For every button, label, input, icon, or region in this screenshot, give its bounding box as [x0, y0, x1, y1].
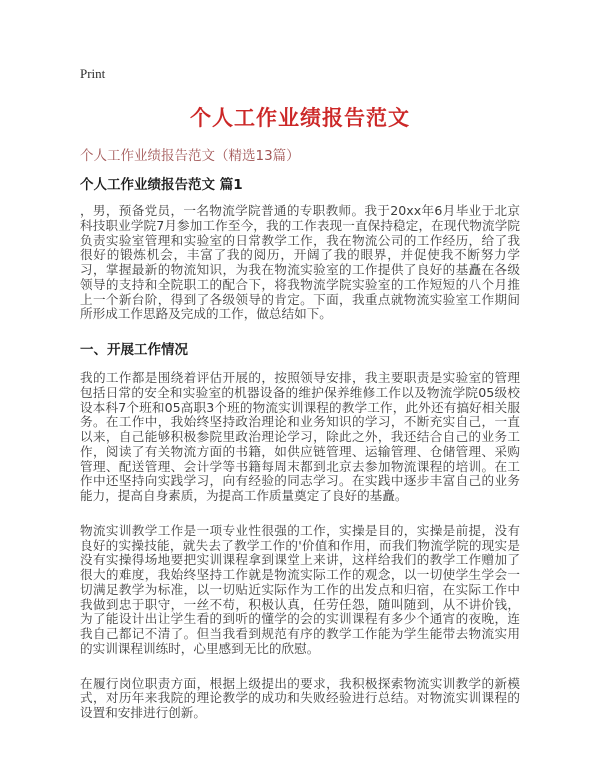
- paragraph-duty: 在履行岗位职责方面，根据上级提出的要求，我积极探索物流实训教学的新模式，对历年来我院的理论教学的成功和失败经验进行总结。对物流实训课程的设置和安排进行创新。: [80, 675, 520, 720]
- page-title: 个人工作业绩报告范文: [190, 106, 410, 130]
- print-link[interactable]: Print: [80, 66, 106, 81]
- section1-heading: 一、开展工作情况: [80, 342, 188, 358]
- document-subtitle: 个人工作业绩报告范文（精选13篇）: [80, 148, 300, 164]
- paragraph-work-overview: 我的工作都是围绕着评估开展的，按照领导安排，我主要职责是实验室的管理包括日常的安全和实验室的机器设备的维护保养维修工作以及物流学院05级校设本科7个班和05高职3个班的物流实训课程的教学工作，此外还有搞好相关服务。在工作中，我始终坚持政治理论和业务知识的学习，不断充实自己，一直以来，自己能够积极参院里政治理论学习，除此之外，我还结合自己的业务工作，阅读了有关物流方面的书籍，如供应链管理、运输管理、仓储管理、采购管理、配送管理、会计学等书籍每周末都到北京去参加物流课程的培训。在工作中还坚持向实践学习，向有经验的同志学习。在实践中逐步丰富自己的业务能力，提高自身素质，为提高工作质量奠定了良好的基矗。: [80, 370, 520, 503]
- paragraph-intro: ，男，预备党员，一名物流学院普通的专职教师。我于20xx年6月毕业于北京科技职业学院7月参加工作至今，我的工作表现一直保持稳定，在现代物流学院负责实验室管理和实验室的日常教学工作，我在物流公司的工作经历，给了我很好的锻炼机会，丰富了我的阅历，开阔了我的眼界，并促使我不断努力学习，掌握最新的物流知识，为我在物流实验室的工作提供了良好的基矗在各级领导的支持和全院职工的配合下，将我物流学院实验室的工作短短的八个月推上一个新台阶，得到了各级领导的肯定。下面，我重点就物流实验室工作期间所形成工作思路及完成的工作，做总结如下。: [80, 203, 520, 322]
- paragraph-training-teaching: 物流实训教学工作是一项专业性很强的工作，实操是目的，实操是前提，没有良好的实操技能，就失去了教学工作的'价值和作用，而我们物流学院的现实是没有实操得场地要把实训课程拿到课堂上来讲，这样给我们的教学工作赠加了很大的难度，我始终坚持工作就是物流实际工作的观念，以一切使学生学会一切满足教学为标准，以一切贴近实际作为工作的出发点和归宿，在实际工作中我做到忠于职守，一丝不苟，积极认真，任劳任怨，随叫随到，从不讲价钱，为了能设计出让学生看的到听的懂学的会的实训课程有多少个通宵的夜晚，连我自己都记不清了。但当我看到规范有序的教学工作能为学生能带去物流实用的实训课程训练时，心里感到无比的欣慰。: [80, 522, 520, 656]
- part1-heading: 个人工作业绩报告范文 篇1: [80, 177, 243, 193]
